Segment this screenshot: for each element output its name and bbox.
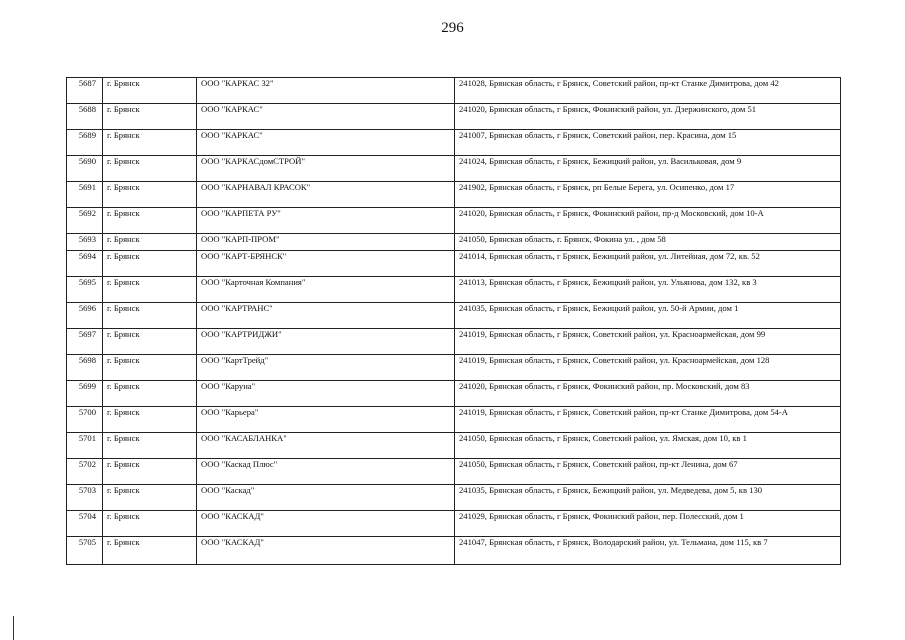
table-row bbox=[67, 78, 841, 104]
row-address: 241050, Брянская область, г. Брянск, Фокина ул. , дом 58 bbox=[455, 234, 841, 251]
row-company-name: ООО "КАРТРАНС" bbox=[197, 303, 455, 329]
table-row bbox=[67, 511, 841, 537]
margin-mark bbox=[13, 616, 14, 640]
row-company-name: ООО "КАСКАД" bbox=[197, 511, 455, 537]
row-company-name: ООО "КАСАБЛАНКА" bbox=[197, 433, 455, 459]
row-address: 241035, Брянская область, г Брянск, Бежицкий район, ул. 50-й Армии, дом 1 bbox=[455, 303, 841, 329]
table-row bbox=[67, 104, 841, 130]
row-number: 5688 bbox=[67, 104, 103, 130]
row-company-name: ООО "КАРКАСдомСТРОЙ" bbox=[197, 156, 455, 182]
row-company-name: ООО "Каруна" bbox=[197, 381, 455, 407]
row-address: 241019, Брянская область, г Брянск, Советский район, пр-кт Станке Димитрова, дом 54-А bbox=[455, 407, 841, 433]
row-city: г. Брянск bbox=[103, 485, 197, 511]
row-address: 241014, Брянская область, г Брянск, Бежицкий район, ул. Литейная, дом 72, кв. 52 bbox=[455, 251, 841, 277]
row-number: 5689 bbox=[67, 130, 103, 156]
table-row bbox=[67, 433, 841, 459]
row-city: г. Брянск bbox=[103, 433, 197, 459]
row-company-name: ООО "КАРП-ПРОМ" bbox=[197, 234, 455, 251]
table-row bbox=[67, 130, 841, 156]
row-city: г. Брянск bbox=[103, 459, 197, 485]
row-city: г. Брянск bbox=[103, 78, 197, 104]
row-number: 5696 bbox=[67, 303, 103, 329]
table-row bbox=[67, 234, 841, 251]
row-company-name: ООО "Карточная Компания" bbox=[197, 277, 455, 303]
row-number: 5697 bbox=[67, 329, 103, 355]
row-number: 5694 bbox=[67, 251, 103, 277]
row-number: 5701 bbox=[67, 433, 103, 459]
row-address: 241007, Брянская область, г Брянск, Советский район, пер. Красина, дом 15 bbox=[455, 130, 841, 156]
row-number: 5702 bbox=[67, 459, 103, 485]
row-city: г. Брянск bbox=[103, 130, 197, 156]
row-address: 241050, Брянская область, г Брянск, Советский район, ул. Ямская, дом 10, кв 1 bbox=[455, 433, 841, 459]
row-number: 5690 bbox=[67, 156, 103, 182]
table-row bbox=[67, 251, 841, 277]
row-address: 241035, Брянская область, г Брянск, Бежицкий район, ул. Медведева, дом 5, кв 130 bbox=[455, 485, 841, 511]
table-row bbox=[67, 485, 841, 511]
table-row bbox=[67, 182, 841, 208]
row-address: 241013, Брянская область, г Брянск, Бежицкий район, ул. Ульянова, дом 132, кв 3 bbox=[455, 277, 841, 303]
row-company-name: ООО "КАРТРИДЖИ" bbox=[197, 329, 455, 355]
row-number: 5699 bbox=[67, 381, 103, 407]
row-address: 241019, Брянская область, г Брянск, Советский район, ул. Красноармейская, дом 128 bbox=[455, 355, 841, 381]
row-city: г. Брянск bbox=[103, 234, 197, 251]
row-company-name: ООО "КАРПЕТА РУ" bbox=[197, 208, 455, 234]
row-address: 241028, Брянская область, г Брянск, Советский район, пр-кт Станке Димитрова, дом 42 bbox=[455, 78, 841, 104]
row-number: 5687 bbox=[67, 78, 103, 104]
row-address: 241019, Брянская область, г Брянск, Советский район, ул. Красноармейская, дом 99 bbox=[455, 329, 841, 355]
row-city: г. Брянск bbox=[103, 511, 197, 537]
table-row bbox=[67, 329, 841, 355]
row-number: 5700 bbox=[67, 407, 103, 433]
row-city: г. Брянск bbox=[103, 355, 197, 381]
row-number: 5695 bbox=[67, 277, 103, 303]
row-number: 5693 bbox=[67, 234, 103, 251]
row-city: г. Брянск bbox=[103, 208, 197, 234]
row-number: 5703 bbox=[67, 485, 103, 511]
row-city: г. Брянск bbox=[103, 156, 197, 182]
row-city: г. Брянск bbox=[103, 277, 197, 303]
row-address: 241020, Брянская область, г Брянск, Фокинский район, пр. Московский, дом 83 bbox=[455, 381, 841, 407]
row-address: 241902, Брянская область, г Брянск, рп Белые Берега, ул. Осипенко, дом 17 bbox=[455, 182, 841, 208]
table-row bbox=[67, 537, 841, 565]
row-city: г. Брянск bbox=[103, 303, 197, 329]
table-row bbox=[67, 277, 841, 303]
table-row bbox=[67, 459, 841, 485]
row-number: 5704 bbox=[67, 511, 103, 537]
row-address: 241029, Брянская область, г Брянск, Фокинский район, пер. Полесский, дом 1 bbox=[455, 511, 841, 537]
row-company-name: ООО "Каскад Плюс" bbox=[197, 459, 455, 485]
row-company-name: ООО "КартТрейд" bbox=[197, 355, 455, 381]
row-city: г. Брянск bbox=[103, 104, 197, 130]
row-company-name: ООО "КАРНАВАЛ КРАСОК" bbox=[197, 182, 455, 208]
registry-table bbox=[66, 77, 841, 565]
row-company-name: ООО "КАСКАД" bbox=[197, 537, 455, 565]
row-city: г. Брянск bbox=[103, 381, 197, 407]
table-row bbox=[67, 303, 841, 329]
row-city: г. Брянск bbox=[103, 182, 197, 208]
row-number: 5705 bbox=[67, 537, 103, 565]
row-address: 241020, Брянская область, г Брянск, Фокинский район, ул. Дзержинского, дом 51 bbox=[455, 104, 841, 130]
table-row bbox=[67, 355, 841, 381]
row-address: 241050, Брянская область, г Брянск, Советский район, пр-кт Ленина, дом 67 bbox=[455, 459, 841, 485]
row-number: 5691 bbox=[67, 182, 103, 208]
row-company-name: ООО "Карьера" bbox=[197, 407, 455, 433]
row-address: 241024, Брянская область, г Брянск, Бежицкий район, ул. Васильковая, дом 9 bbox=[455, 156, 841, 182]
table-row bbox=[67, 407, 841, 433]
row-city: г. Брянск bbox=[103, 537, 197, 565]
table-row bbox=[67, 208, 841, 234]
row-company-name: ООО "КАРТ-БРЯНСК" bbox=[197, 251, 455, 277]
row-city: г. Брянск bbox=[103, 251, 197, 277]
row-company-name: ООО "КАРКАС" bbox=[197, 130, 455, 156]
row-address: 241020, Брянская область, г Брянск, Фокинский район, пр-д Московский, дом 10-А bbox=[455, 208, 841, 234]
row-company-name: ООО "КАРКАС" bbox=[197, 104, 455, 130]
row-city: г. Брянск bbox=[103, 407, 197, 433]
row-company-name: ООО "Каскад" bbox=[197, 485, 455, 511]
row-city: г. Брянск bbox=[103, 329, 197, 355]
table-row bbox=[67, 381, 841, 407]
row-address: 241047, Брянская область, г Брянск, Володарский район, ул. Тельмана, дом 115, кв 7 bbox=[455, 537, 841, 565]
row-company-name: ООО "КАРКАС 32" bbox=[197, 78, 455, 104]
row-number: 5692 bbox=[67, 208, 103, 234]
registry-table-body bbox=[67, 78, 841, 565]
table-row bbox=[67, 156, 841, 182]
page-number: 296 bbox=[441, 20, 464, 36]
row-number: 5698 bbox=[67, 355, 103, 381]
